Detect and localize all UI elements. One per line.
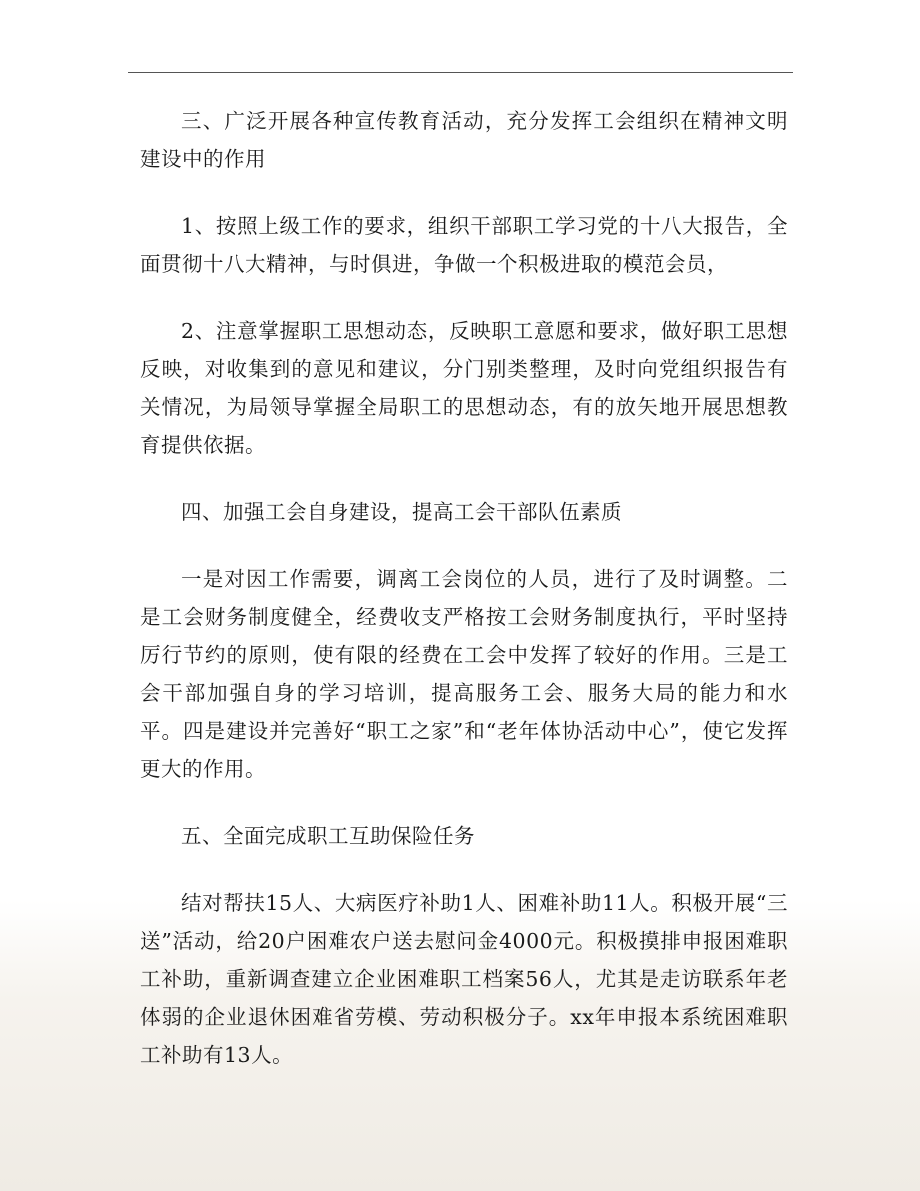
header-rule [128, 72, 793, 73]
paragraph: 结对帮扶15人、大病医疗补助1人、困难补助11人。积极开展“三送”活动，给20户困难农户送去慰问金4000元。积极摸排申报困难职工补助，重新调查建立企业困难职工档案56人，尤其是走访联系年老体弱的企业退休困难省劳模、劳动积极分子。xx年申报本系统困难职工补助有13人。 [140, 891, 788, 1067]
paragraph: 2、注意掌握职工思想动态，反映职工意愿和要求，做好职工思想反映，对收集到的意见和建议，分门别类整理，及时向党组织报告有关情况，为局领导掌握全局职工的思想动态，有的放矢地开展思想教育提供依据。 [140, 319, 788, 457]
paragraph: 一是对因工作需要，调离工会岗位的人员，进行了及时调整。二是工会财务制度健全，经费收支严格按工会财务制度执行，平时坚持厉行节约的原则，使有限的经费在工会中发挥了较好的作用。三是工会干部加强自身的学习培训，提高服务工会、服务大局的能力和水平。四是建设并完善好“职工之家”和“老年体协活动中心”，使它发挥更大的作用。 [140, 567, 788, 781]
document-body [140, 102, 788, 1103]
paragraph: 1、按照上级工作的要求，组织干部职工学习党的十八大报告，全面贯彻十八大精神，与时俱进，争做一个积极进取的模范会员， [140, 214, 788, 276]
section-heading-3: 三、广泛开展各种宣传教育活动，充分发挥工会组织在精神文明建设中的作用 [140, 109, 788, 171]
section-heading-5: 五、全面完成职工互助保险任务 [181, 824, 475, 848]
section-heading-4: 四、加强工会自身建设，提高工会干部队伍素质 [181, 500, 622, 524]
